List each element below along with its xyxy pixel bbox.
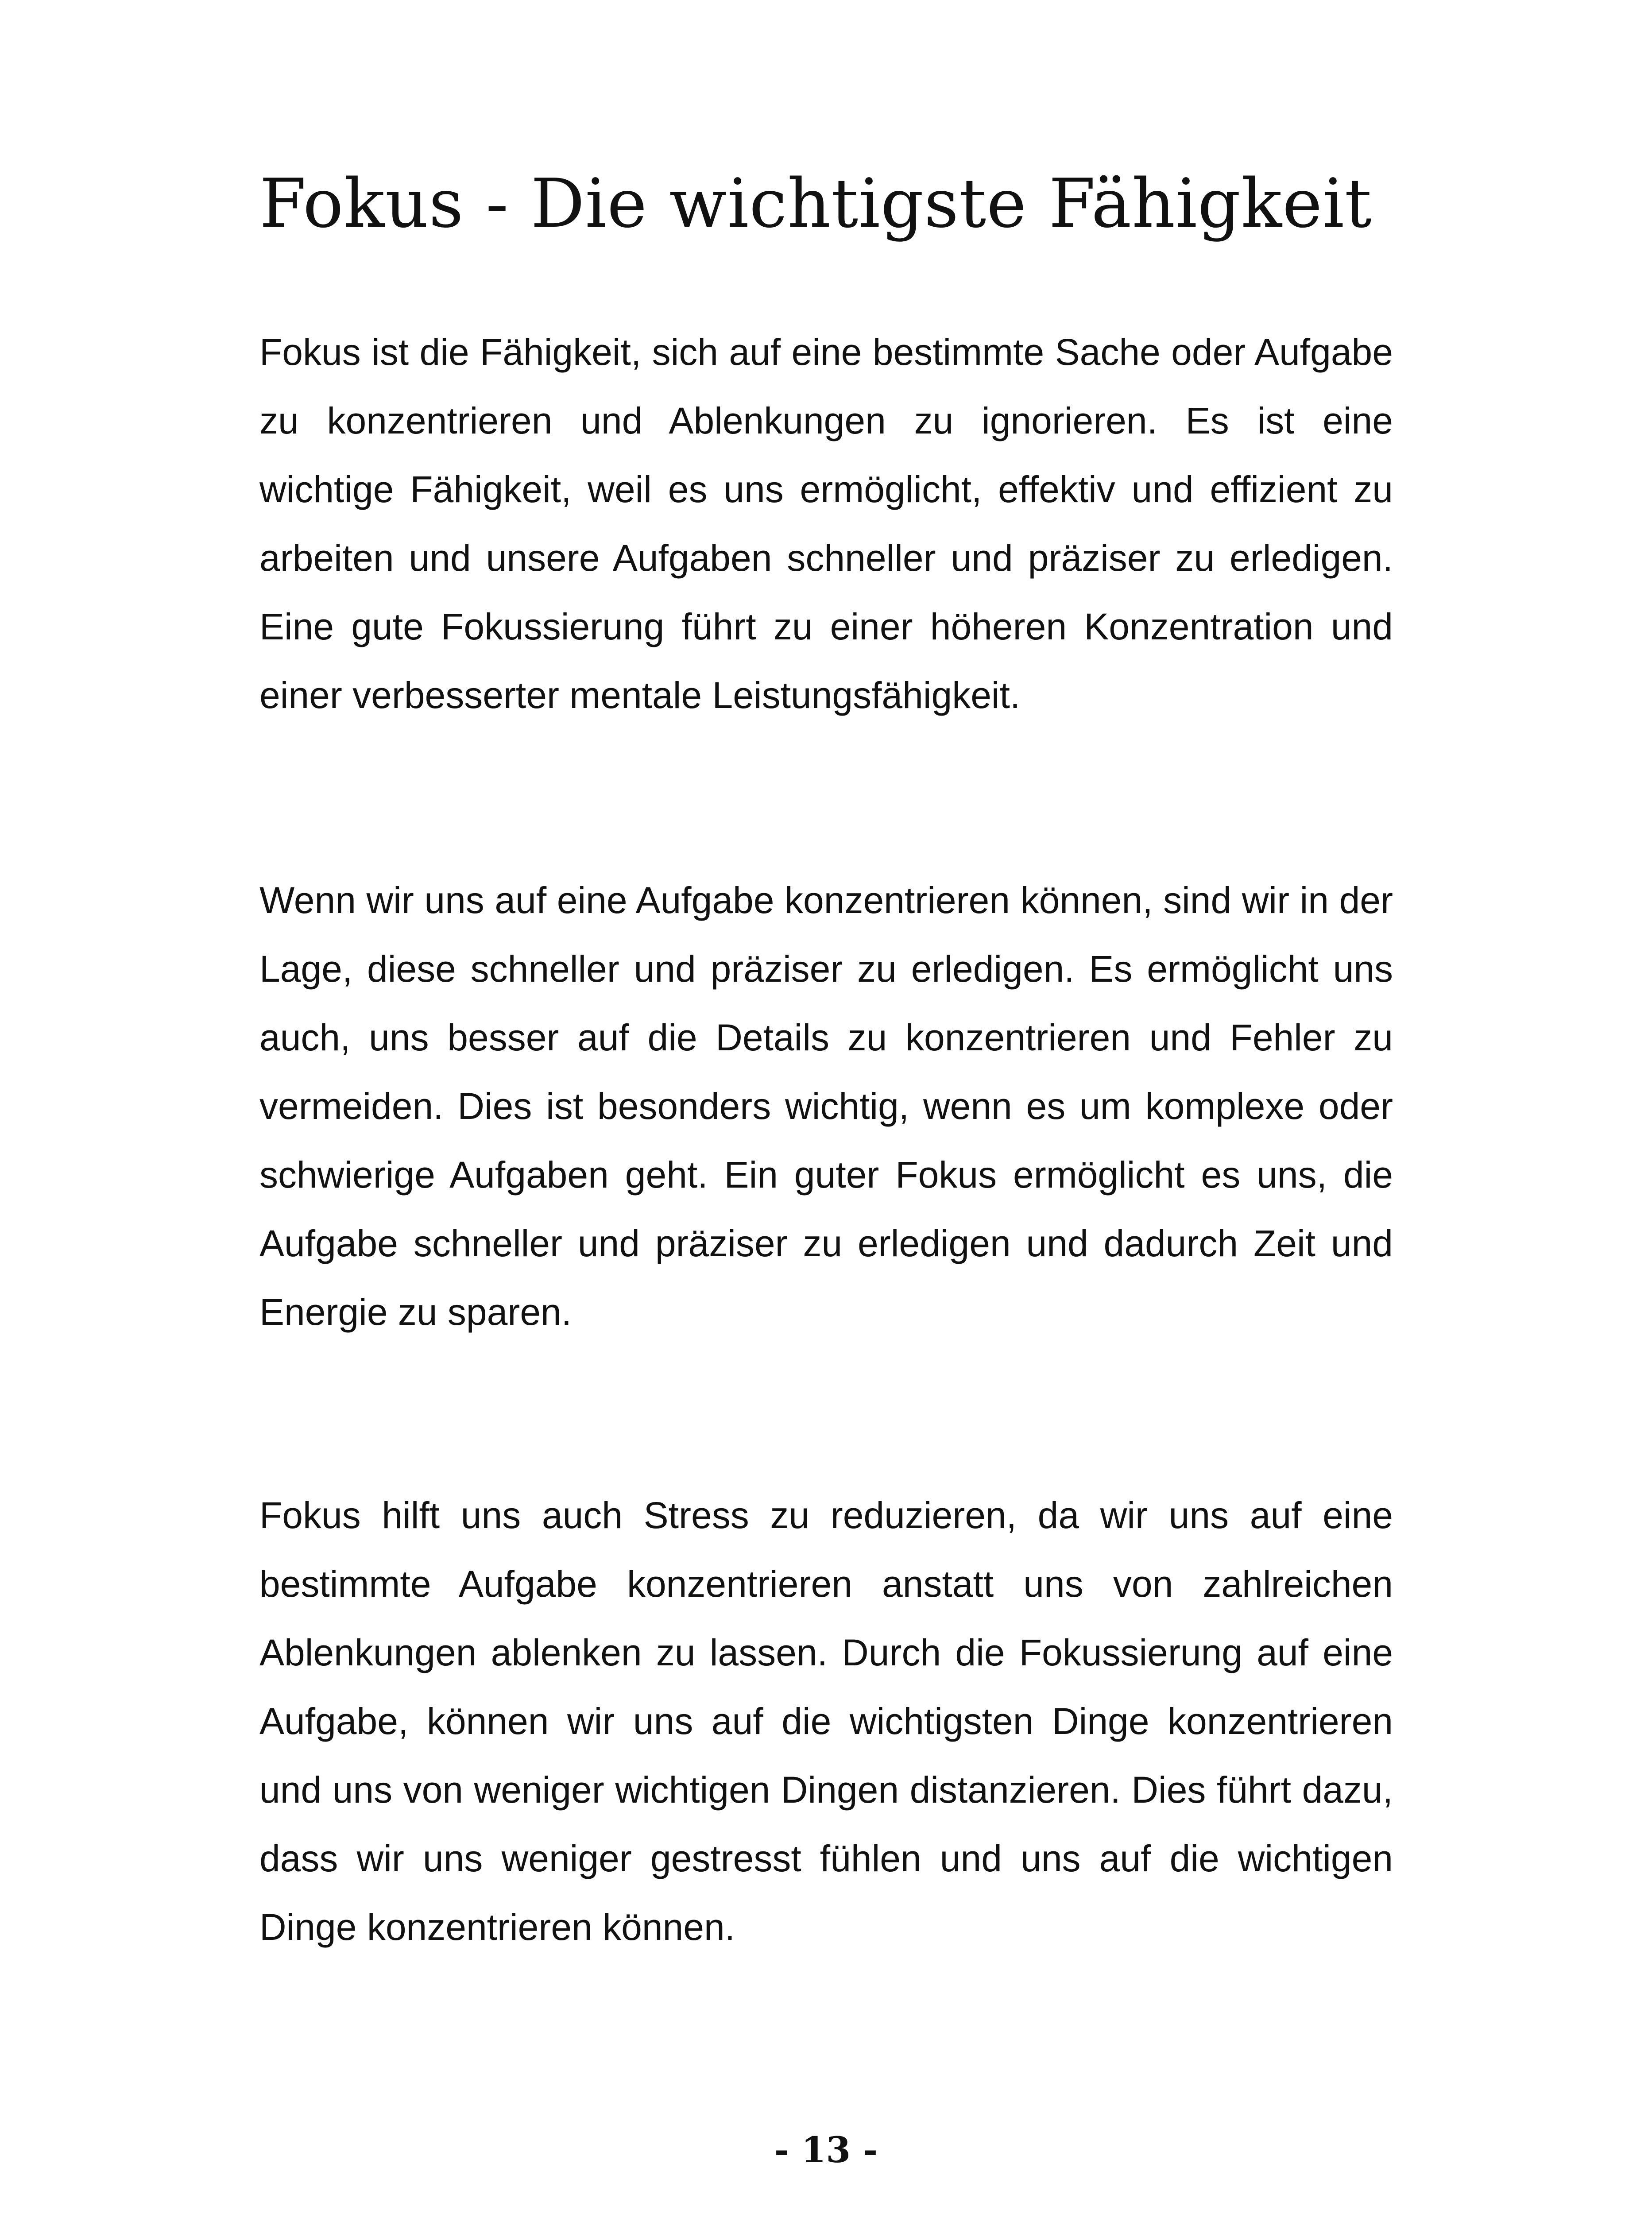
paragraph-1: Fokus ist die Fähigkeit, sich auf eine bestimmte Sache oder Aufgabe zu konzentrieren und Ablenkungen zu ignorieren. Es ist eine wichtige Fähigkeit, weil es uns ermöglicht, effektiv und effizient zu arbeiten und unsere Aufgaben schneller und präziser zu erledigen. Eine gute Fokussierung führt zu einer höheren Konzentration und einer verbesserter mentale Leistungsfähigkeit. — [259, 331, 1393, 716]
page-number: - 13 - — [774, 2129, 878, 2171]
paragraph-3: Fokus hilft uns auch Stress zu reduzieren, da wir uns auf eine bestimmte Aufgabe konzentrieren anstatt uns von zahlreichen Ablenkungen ablenken zu lassen. Durch die Fokussierung auf eine Aufgabe, können wir uns auf die wichtigsten Dinge konzentrieren und uns von weniger wichtigen Dingen distanzieren. Dies führt dazu, dass wir uns weniger gestresst fühlen und uns auf die wichtigen Dinge konzentrieren können. — [259, 1494, 1393, 1948]
page-title: Fokus - Die wichtigste Fähigkeit — [259, 164, 1372, 243]
paragraph-2: Wenn wir uns auf eine Aufgabe konzentrieren können, sind wir in der Lage, diese schneller und präziser zu erledigen. Es ermöglicht uns auch, uns besser auf die Details zu konzentrieren und Fehler zu vermeiden. Dies ist besonders wichtig, wenn es um komplexe oder schwierige Aufgaben geht. Ein guter Fokus ermöglicht es uns, die Aufgabe schneller und präziser zu erledigen und dadurch Zeit und Energie zu sparen. — [259, 879, 1393, 1333]
